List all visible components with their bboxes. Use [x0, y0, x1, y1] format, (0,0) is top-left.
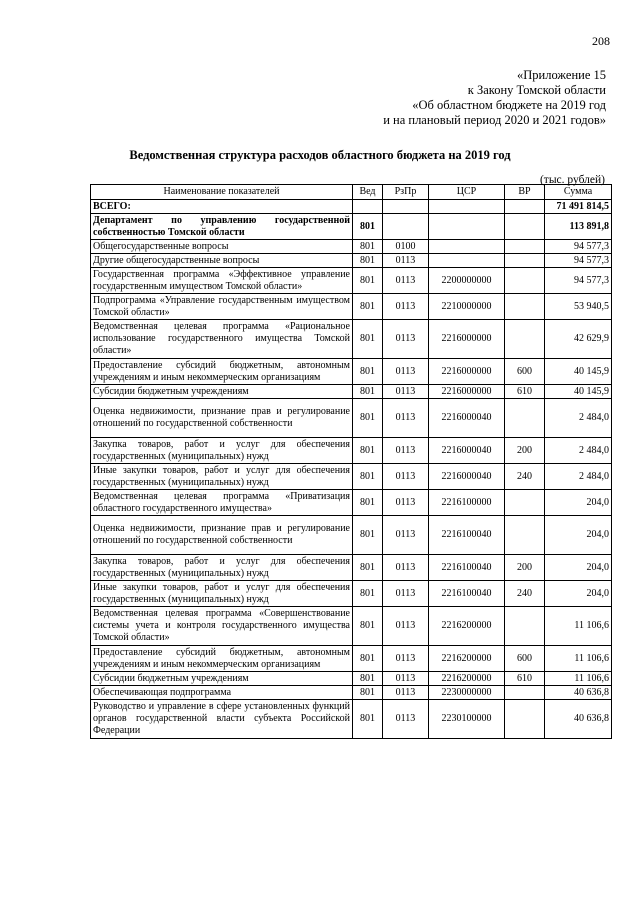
cell-sum: 40 636,8	[545, 686, 612, 700]
cell-vr: 610	[505, 672, 545, 686]
cell-csr: 2216000000	[429, 359, 505, 385]
table-row	[91, 490, 612, 516]
cell-name: Ведомственная целевая программа «Приватизация областного государственного имущества»	[91, 490, 353, 516]
cell-rzpr: 0113	[383, 294, 429, 320]
cell-csr: 2216100000	[429, 490, 505, 516]
table-row	[91, 438, 612, 464]
header-name: Наименование показателей	[91, 185, 353, 200]
cell-vr	[505, 686, 545, 700]
cell-vr: 600	[505, 359, 545, 385]
cell-vr	[505, 214, 545, 240]
cell-name: Подпрограмма «Управление государственным имуществом Томской области»	[91, 294, 353, 320]
cell-name: Субсидии бюджетным учреждениям	[91, 672, 353, 686]
cell-vr	[505, 490, 545, 516]
cell-csr: 2210000000	[429, 294, 505, 320]
cell-vr: 240	[505, 464, 545, 490]
table-row	[91, 268, 612, 294]
cell-sum: 2 484,0	[545, 464, 612, 490]
appendix-line-4: и на плановый период 2020 и 2021 годов»	[383, 113, 606, 127]
cell-vr	[505, 254, 545, 268]
header-vr: ВР	[505, 185, 545, 200]
table-row	[91, 359, 612, 385]
cell-sum: 11 106,6	[545, 607, 612, 646]
cell-ved: 801	[353, 268, 383, 294]
cell-vr	[505, 399, 545, 438]
cell-vr	[505, 516, 545, 555]
cell-vr: 600	[505, 646, 545, 672]
cell-csr	[429, 200, 505, 214]
table-row	[91, 686, 612, 700]
table-row	[91, 214, 612, 240]
cell-rzpr: 0113	[383, 490, 429, 516]
cell-name: Иные закупки товаров, работ и услуг для обеспечения государственных (муниципальных) нужд	[91, 581, 353, 607]
table-header-row	[91, 185, 612, 200]
cell-vr	[505, 240, 545, 254]
document-title: Ведомственная структура расходов областного бюджета на 2019 год	[129, 148, 511, 162]
cell-csr: 2216200000	[429, 607, 505, 646]
cell-sum: 204,0	[545, 555, 612, 581]
cell-ved: 801	[353, 490, 383, 516]
cell-rzpr: 0113	[383, 464, 429, 490]
cell-rzpr: 0113	[383, 320, 429, 359]
cell-csr: 2230100000	[429, 700, 505, 739]
cell-name: Субсидии бюджетным учреждениям	[91, 385, 353, 399]
cell-name: Общегосударственные вопросы	[91, 240, 353, 254]
cell-sum: 11 106,6	[545, 646, 612, 672]
cell-rzpr: 0113	[383, 359, 429, 385]
cell-sum: 94 577,3	[545, 240, 612, 254]
cell-rzpr: 0113	[383, 700, 429, 739]
cell-rzpr: 0113	[383, 581, 429, 607]
cell-rzpr: 0113	[383, 385, 429, 399]
cell-sum: 11 106,6	[545, 672, 612, 686]
cell-ved: 801	[353, 581, 383, 607]
cell-name: Государственная программа «Эффективное управление государственным имуществом Томской области»	[91, 268, 353, 294]
table-row	[91, 672, 612, 686]
cell-csr: 2230000000	[429, 686, 505, 700]
cell-rzpr: 0113	[383, 686, 429, 700]
table-row	[91, 581, 612, 607]
cell-sum: 40 145,9	[545, 359, 612, 385]
cell-csr: 2216000040	[429, 399, 505, 438]
cell-rzpr: 0113	[383, 254, 429, 268]
cell-csr: 2216000000	[429, 385, 505, 399]
appendix-line-3: «Об областном бюджете на 2019 год	[412, 98, 606, 112]
cell-sum: 94 577,3	[545, 254, 612, 268]
appendix-line-2: к Закону Томской области	[467, 83, 606, 97]
cell-rzpr: 0113	[383, 607, 429, 646]
cell-ved: 801	[353, 555, 383, 581]
cell-sum: 40 636,8	[545, 700, 612, 739]
cell-ved: 801	[353, 516, 383, 555]
cell-ved: 801	[353, 294, 383, 320]
table-row	[91, 700, 612, 739]
cell-name: Оценка недвижимости, признание прав и регулирование отношений по государственной собственности	[91, 399, 353, 438]
cell-csr: 2216000000	[429, 320, 505, 359]
cell-sum: 2 484,0	[545, 438, 612, 464]
table-row	[91, 294, 612, 320]
cell-csr: 2216000040	[429, 464, 505, 490]
cell-vr	[505, 268, 545, 294]
cell-rzpr: 0113	[383, 438, 429, 464]
cell-rzpr	[383, 214, 429, 240]
table-row	[91, 254, 612, 268]
cell-sum: 2 484,0	[545, 399, 612, 438]
cell-ved: 801	[353, 464, 383, 490]
cell-vr: 200	[505, 438, 545, 464]
cell-name: Ведомственная целевая программа «Рациональное использование государственного имущества Томской области»	[91, 320, 353, 359]
cell-name: Закупка товаров, работ и услуг для обеспечения государственных (муниципальных) нужд	[91, 555, 353, 581]
table-row	[91, 320, 612, 359]
cell-ved: 801	[353, 385, 383, 399]
cell-name: Предоставление субсидий бюджетным, автономным учреждениям и иным некоммерческим организациям	[91, 646, 353, 672]
cell-ved: 801	[353, 254, 383, 268]
appendix-line-1: «Приложение 15	[517, 68, 606, 82]
cell-sum: 53 940,5	[545, 294, 612, 320]
cell-sum: 204,0	[545, 516, 612, 555]
cell-sum: 42 629,9	[545, 320, 612, 359]
header-sum: Сумма	[545, 185, 612, 200]
cell-name: Департамент по управлению государственной собственностью Томской области	[91, 214, 353, 240]
cell-sum: 204,0	[545, 581, 612, 607]
cell-name: Предоставление субсидий бюджетным, автономным учреждениям и иным некоммерческим организациям	[91, 359, 353, 385]
cell-vr: 200	[505, 555, 545, 581]
cell-rzpr: 0113	[383, 516, 429, 555]
header-csr: ЦСР	[429, 185, 505, 200]
cell-csr	[429, 214, 505, 240]
table-row	[91, 200, 612, 214]
table-row	[91, 646, 612, 672]
cell-sum: 94 577,3	[545, 268, 612, 294]
table-row	[91, 240, 612, 254]
cell-vr	[505, 607, 545, 646]
cell-ved: 801	[353, 672, 383, 686]
cell-csr: 2200000000	[429, 268, 505, 294]
cell-ved: 801	[353, 700, 383, 739]
table-row	[91, 464, 612, 490]
cell-name: Оценка недвижимости, признание прав и регулирование отношений по государственной собственности	[91, 516, 353, 555]
cell-vr: 240	[505, 581, 545, 607]
cell-name: Ведомственная целевая программа «Совершенствование системы учета и контроля государственного имущества Томской области»	[91, 607, 353, 646]
cell-vr	[505, 320, 545, 359]
cell-ved: 801	[353, 359, 383, 385]
cell-sum: 40 145,9	[545, 385, 612, 399]
cell-csr: 2216000040	[429, 438, 505, 464]
cell-ved: 801	[353, 646, 383, 672]
cell-csr: 2216200000	[429, 646, 505, 672]
cell-name: Другие общегосударственные вопросы	[91, 254, 353, 268]
cell-rzpr: 0100	[383, 240, 429, 254]
cell-csr: 2216100040	[429, 516, 505, 555]
cell-sum: 204,0	[545, 490, 612, 516]
cell-ved: 801	[353, 320, 383, 359]
header-ved: Вед	[353, 185, 383, 200]
cell-sum: 71 491 814,5	[545, 200, 612, 214]
table-row	[91, 607, 612, 646]
cell-ved: 801	[353, 240, 383, 254]
budget-table	[90, 184, 612, 739]
table-row	[91, 555, 612, 581]
cell-ved: 801	[353, 214, 383, 240]
header-rzpr: РзПр	[383, 185, 429, 200]
cell-rzpr: 0113	[383, 399, 429, 438]
table-row	[91, 385, 612, 399]
cell-csr: 2216100040	[429, 581, 505, 607]
appendix-header	[383, 68, 606, 128]
cell-csr	[429, 240, 505, 254]
page-number: 208	[592, 34, 610, 48]
cell-name: ВСЕГО:	[91, 200, 353, 214]
cell-csr: 2216200000	[429, 672, 505, 686]
cell-vr	[505, 200, 545, 214]
table-row	[91, 399, 612, 438]
cell-ved: 801	[353, 399, 383, 438]
cell-vr	[505, 700, 545, 739]
cell-rzpr: 0113	[383, 555, 429, 581]
cell-csr: 2216100040	[429, 555, 505, 581]
cell-sum: 113 891,8	[545, 214, 612, 240]
cell-ved: 801	[353, 686, 383, 700]
cell-vr	[505, 294, 545, 320]
cell-rzpr	[383, 200, 429, 214]
cell-ved: 801	[353, 607, 383, 646]
cell-ved: 801	[353, 438, 383, 464]
cell-name: Иные закупки товаров, работ и услуг для обеспечения государственных (муниципальных) нужд	[91, 464, 353, 490]
cell-rzpr: 0113	[383, 672, 429, 686]
cell-vr: 610	[505, 385, 545, 399]
cell-ved	[353, 200, 383, 214]
cell-name: Закупка товаров, работ и услуг для обеспечения государственных (муниципальных) нужд	[91, 438, 353, 464]
units-label: (тыс. рублей)	[539, 174, 605, 186]
cell-rzpr: 0113	[383, 646, 429, 672]
cell-rzpr: 0113	[383, 268, 429, 294]
cell-name: Обеспечивающая подпрограмма	[91, 686, 353, 700]
cell-csr	[429, 254, 505, 268]
table-row	[91, 516, 612, 555]
cell-name: Руководство и управление в сфере установленных функций органов государственной власти субъекта Российской Федерации	[91, 700, 353, 739]
